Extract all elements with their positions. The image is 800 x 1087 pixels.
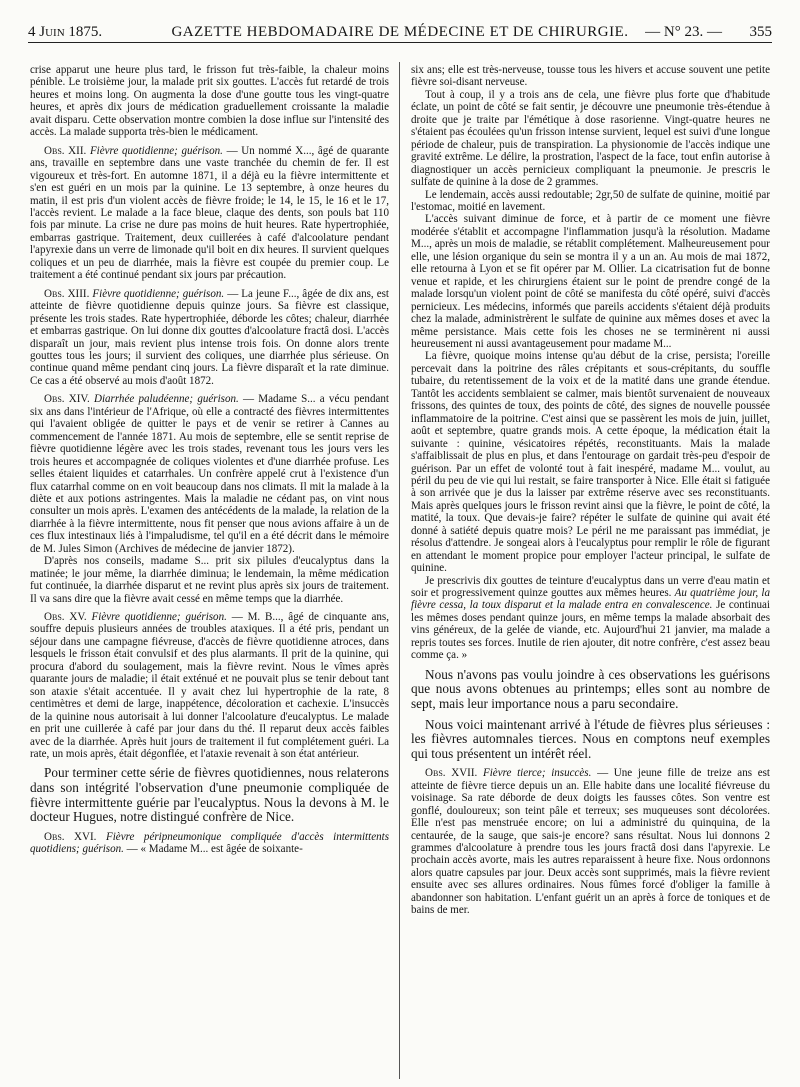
section-intro: Nous voici maintenant arrivé à l'étude de fièvres plus sérieuses : les fièvres automnales tierces. Nous en comptons neuf exemples qui tous présentent un intérêt réel. [411, 716, 770, 761]
paragraph: six ans; elle est très-nerveuse, tousse tous les hivers et accuse souvent une petite fièvre soi-disant nerveuse. [411, 64, 770, 89]
observation-label: Obs. XVII. [425, 767, 478, 780]
observation-xiv [30, 393, 389, 555]
section-note: Nous n'avons pas voulu joindre à ces observations les guérisons que nous avons obtenues au printemps; elles sont au nombre de sept, mais leur importance nous a paru secondaire. [411, 666, 770, 711]
paragraph: Tout à coup, il y a trois ans de cela, une fièvre plus forte que d'habitude éclate, un point de côté se fait sentir, je découvre une pneumonie très-étendue à droite que je traite par l'émétique à dose rasorienne. Vingt-quatre heures ne s'étaient pas écoulées qu'un frisson intense survient, lequel est suivi d'une longue période de chaleur, puis de transpiration. La physionomie de l'accès indique une gravité extrême. Le délire, la prostration, l'aspect de la face, tout enfin autorise à diagnostiquer un accès pernicieux compliquant la pneumonie. Je prescris le sulfate de quinine à la dose de 2 grammes. [411, 88, 770, 189]
running-header [28, 8, 772, 43]
observation-title: Fièvre quotidienne; guérison. [89, 144, 223, 157]
section-intro: Pour terminer cette série de fièvres quotidiennes, nous relaterons dans son intégrité l'observation d'une pneumonie compliquée de fièvre intermittente guérie par l'eucalyptus. Nous la devons à M. le docteur Hugues, notre distingué confrère de Nice. [30, 765, 389, 825]
paragraph: L'accès suivant diminue de force, et à partir de ce moment une fièvre modérée s'établit et accompagne l'inflammation jusqu'à la résolution. Madame M..., après un mois de maladie, se rétablit complétement. Malheureusement pour elle, une lésion organique du sein se montra il y a un an. Au mois de mai 1872, elle retourna à Lyon et se fit opérer par M. Ollier. La cicatrisation fut de bonne venue et rapide, et les chirurgiens étaient sur le point de prendre congé de la malade lorsqu'un violent point de côté se manifesta du côté opéré, suivi d'accès pernicieux. Les médecins, informés que pareils accidents s'étaient déjà produits chez la malade, administrèrent le sulfate de quinine aux mêmes doses et avec la même persistance. Mais cette fois les choses ne se terminèrent ni aussi heureusement ni aussi avantageusement pour madame M... [411, 213, 770, 350]
observation-title: Fièvre tierce; insuccès. [482, 767, 592, 780]
paragraph: La fièvre, quoique moins intense qu'au début de la crise, persista; l'oreille percevait dans la poitrine des râles crépitants et sous-crépitants, du souffle tubaire, du retentissement de la voix et de la matité dans une grande étendue. Tantôt les accidents semblaient se calmer, mais bientôt survenaient de nouveaux frissons, des quintes de toux, des points de côté, des signes de nouvelle poussée inflammatoire de la poitrine. C'est ainsi que se passèrent les mois de juin, juillet, août et septembre, quatre grands mois. A cette époque, la médication était la suivante : quinine, vésicatoires répétés, reconstituants. Mais la malade s'affaiblissait de plus en plus, et dans l'entourage on gardait très-peu d'espoir de guérison. Par un effet de volonté tout à fait inespéré, madame M... voulut, au péril du peu de vie qui lui restait, se faire transporter à Nice. Elle était si fatiguée à son arrivée que je dus la laisser par extrême réserve avec ses reconstituants. Mais après quelques jours le frisson revint ainsi que la fièvre, le point de côté, la matité, la toux. Que devais-je faire? répéter le sulfate de quinine qui avait été donné à satiété depuis quatre mois? Le péril ne me paraissant pas immédiat, je résolus d'attendre. Je songeai alors à l'eucalyptus pour remplir le rôle de figurant en attendant le moment propice pour employer l'acteur principal, le sulfate de quinine. [411, 350, 770, 575]
header-date: 4 Juin 1875. [28, 24, 103, 40]
observation-label: Obs. XVI. [44, 830, 97, 843]
observation-label: Obs. XIV. [44, 393, 90, 406]
page-number: 355 [749, 24, 772, 40]
text-run: Je prescrivis dix gouttes de teinture d'eucalyptus dans un verre d'eau matin et soir et progressivement quinze gouttes aux mêmes heures. [411, 574, 770, 600]
observation-xvi [30, 831, 389, 856]
observation-title: Fièvre péripneumonique compliquée d'accès intermittents quotidiens; guérison. [30, 830, 389, 856]
observation-xii [30, 145, 389, 282]
paragraph: crise apparut une heure plus tard, le frisson fut très-faible, la chaleur moins pénible. Le troisième jour, la malade prit six gouttes. L'accès fut retardé de trois heures et moins long. On augmenta la dose d'une goutte tous les vingt-quatre heures, et après dix jours de médication graduellement croissante la maladie avait disparu. Cette observation montre combien la dose influe sur l'intensité des accès. La malade supporta très-bien le médicament. [30, 64, 389, 139]
journal-title: GAZETTE HEBDOMADAIRE DE MÉDECINE ET DE CHIRURGIE. [171, 24, 629, 40]
observation-text: — Madame S... a vécu pendant six ans dans l'intérieur de l'Afrique, où elle a contracté des fièvres intermittentes qui l'avaient obligée de quitter le pays et de venir se retirer à Cannes au commencement de l'année 1871. Au mois de septembre, elle se sentit reprise de fièvre quotidienne légère avec les trois stades, revenant tous les jours vers les trois heures et accompagnée de coliques violentes et d'une diarrhée profuse. Les selles étaient liquides et catarrhales. Un confrère appelé crut à l'existence d'un flux catarrhal comme on en voit beaucoup dans nos climats. Il mit la malade à la diète et aux potions astringentes. Mais la maladie ne cédant pas, on vint nous consulter un mois après. L'examen des antécédents de la malade, la relation de la diarrhée à la fièvre intermittente, nous fit penser que nous avions affaire à un de ces flux intestinaux liés à l'impaludisme, tel qu'il en a été décrit dans le mémoire de M. Jules Simon (Archives de médecine de janvier 1872). [30, 393, 389, 555]
paragraph: Le lendemain, accès aussi redoutable; 2gr,50 de sulfate de quinine, moitié par l'estomac, moitié en lavement. [411, 188, 770, 213]
observation-xvii [411, 767, 770, 916]
observation-xv [30, 611, 389, 760]
observation-title: Diarrhée paludéenne; guérison. [93, 393, 239, 406]
observation-xiii [30, 288, 389, 388]
observation-label: Obs. XIII. [44, 287, 90, 300]
right-column [411, 64, 770, 1084]
observation-text: — « Madame M... est âgée de soixante- [126, 843, 303, 856]
issue-number: — N° 23. — [645, 24, 722, 40]
paragraph: D'après nos conseils, madame S... prit six pilules d'eucalyptus dans la matinée; le jour même, la diarrhée diminua; le lendemain, la même médication fut continuée, la diarrhée disparut et ne revint plus après six jours de traitement. Il va sans dire que la fièvre avait cessé en même temps que la diarrhée. [30, 555, 389, 605]
paragraph [411, 575, 770, 662]
column-divider [399, 62, 400, 1079]
observation-text: — Un nommé X..., âgé de quarante ans, travaille en septembre dans une vaste tranchée du chemin de fer. Il est vigoureux et très-fort. En automne 1871, il a déjà eu la fièvre intermittente et s'en est guéri en un mois par la quinine. Le 13 septembre, à onze heures du matin, il est pris d'un violent accès de fièvre froide; le 14, le 15, le 16 et le 17, l'accès revient. Le malade a la face bleue, claque des dents, son pouls bat 110 fois par minute. La crise ne dure pas moins de huit heures. Rate hypertrophiée, embarras gastrique. Traitement, deux cuillerées à café d'alcoolature pendant l'apyrexie dans un verre de limonade qu'il boit en dix heures. Il survient quelques coliques et un peu de diarrhée, mais la fièvre est coupée du premier coup. Le traitement a été continué pendant six jours par précaution. [30, 144, 389, 282]
observation-text: — La jeune F..., âgée de dix ans, est atteinte de fièvre quotidienne depuis quinze jours. Sa fièvre est classique, présente les trois stades. Rate hypertrophiée, déborde les côtes; chaleur, diarrhée et embarras gastrique. On lui donne dix gouttes d'alcoolature fractâ dosi. L'accès disparaît un jour, mais revient plus intense trois fois. On donne alors trente gouttes tous les jours; il survient des coliques, une diarrhée plus sérieuse. On continue quand même pendant cinq jours. La fièvre disparaît et la rate diminue. Ce cas a été observé au mois d'août 1872. [30, 287, 389, 387]
observation-title: Fièvre quotidienne; guérison. [92, 287, 225, 300]
observation-text: — M. B..., âgé de cinquante ans, souffre depuis plusieurs années de troubles ataxiques. Il a été pris, pendant un séjour dans une campagne fiévreuse, d'accès de fièvre quotidienne atroces, dans lesquels le frisson était convulsif et des plus alarmants. Il prit de la quinine, qui procura d'abord du soulagement, mais la fièvre revint. Nous le vîmes après quarante jours de maladie; il était exténué et ne pouvait plus se tenir debout tant son ataxie s'était accentuée. Il y avait chez lui hypertrophie de la rate, 8 centimètres et demi de large, inappétence, décoloration et cachexie. L'insuccès de la quinine nous autorisait à lui donner l'alcoolature d'eucalyptus. Le malade en prit une cuillerée à café par jour dans du thé. Il reparut deux accès faibles avec de la diarrhée. Après huit jours de traitement il fut complétement guéri. La rate, un mois après, était dégonflée, et l'ataxie revenait à son état antérieur. [30, 611, 389, 761]
text-run: Je continuai les mêmes doses pendant quinze jours, en même temps la malade absorbait des vins généreux, de la gelée de viande, etc. Aujourd'hui 21 janvier, ma malade a repris toutes ses forces. Inutile de rien ajouter, dit notre confrère, c'est assez beau comme ça. » [411, 599, 770, 662]
observation-label: Obs. XII. [44, 144, 87, 157]
left-column [30, 64, 389, 1084]
italic-emphasis: Au quatrième jour, la fièvre cessa, la toux disparut et la malade entra en convalescence. [411, 587, 770, 612]
observation-text: — Une jeune fille de treize ans est atteinte de fièvre tierce depuis un an. Elle habite dans une localité fiévreuse du voisinage. Sa rate déborde de deux doigts les fausses côtes. Son ventre est gonflé, douloureux; son teint pâle et terreux; ses muqueuses sont décolorées. Elle n'est pas menstruée encore; on lui a administré du quinquina, de la centaurée, de la sauge, que sais-je encore? sans résultat. Nous lui donnons 2 grammes d'alcoolature à prendre tous les jours fractâ dosi dans l'apyrexie. Le prochain accès avorte, mais les autres reparaissent à heure fixe. Nous ordonnons alors quatre capsules par jour. Deux accès sont supprimés, mais la fièvre revient ensuite avec ses allures ordinaires. Nous fûmes forcé d'obliger la famille à abandonner son habitation. L'enfant guérit un an après à force de toniques et de bains de mer. [411, 767, 770, 917]
observation-label: Obs. XV. [44, 611, 87, 624]
observation-title: Fièvre quotidienne; guérison. [91, 611, 227, 624]
